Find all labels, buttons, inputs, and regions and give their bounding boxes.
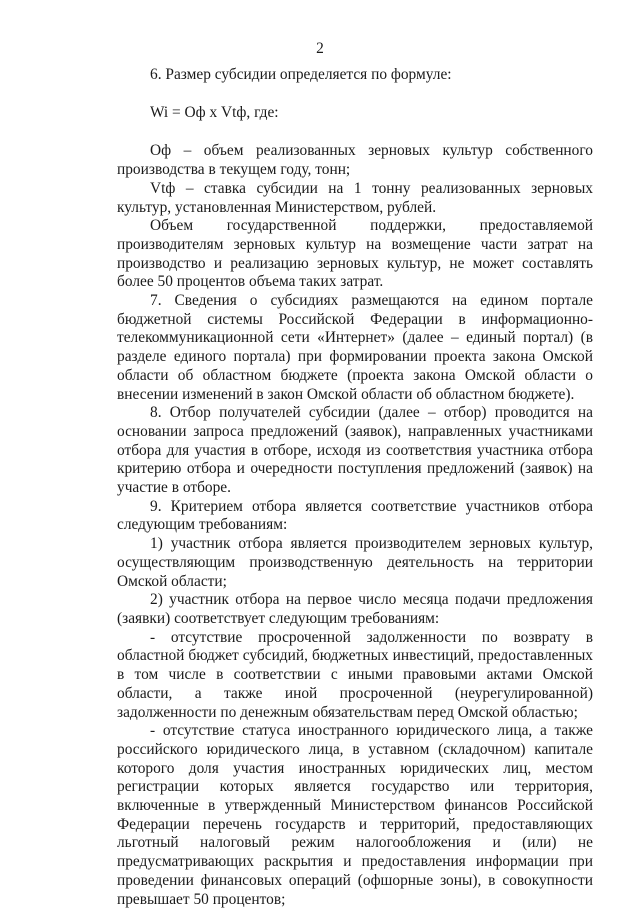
page-number: 2 xyxy=(316,40,324,57)
paragraph-item-8: 8. Отбор получателей субсидии (далее – отбор) проводится на основании запроса предложений (заявок), направленных участниками отбора для участия в отборе, исходя из соответствия участника отбора критерию отбора и очередности поступления предложений (заявок) на участие в отборе. xyxy=(117,404,593,497)
paragraph-support-limit: Объем государственной поддержки, предоставляемой производителям зерновых культур на возмещение части затрат на производство и реализацию зерновых культур, не может составлять более 50 процентов объема таких затрат. xyxy=(117,217,593,291)
paragraph-formula-intro: 6. Размер субсидии определяется по формуле: xyxy=(150,66,452,83)
document-body xyxy=(117,66,593,909)
paragraph-bullet-debt: - отсутствие просроченной задолженности по возврату в областной бюджет субсидий, бюджетных инвестиций, предоставленных в том числе в соответствии с иными правовыми актами Омской области, а также иной просроченной (неурегулированной) задолженности по денежным обязательствам перед Омской областью; xyxy=(117,628,593,721)
paragraph-item-9: 9. Критерием отбора является соответствие участников отбора следующим требованиям: xyxy=(117,497,593,534)
paragraph-subitem-2: 2) участник отбора на первое число месяца подачи предложения (заявки) соответствует следующим требованиям: xyxy=(117,591,593,627)
paragraph-formula: Wi = Оф х Vtф, где: xyxy=(150,103,279,121)
paragraph-item-7: 7. Сведения о субсидиях размещаются на едином портале бюджетной системы Российской Федерации в информационно-телекоммуникационной сети «Интернет» (далее – единый портал) (в разделе единого портала) при формировании проекта закона Омской области об областном бюджете (проекта закона Омской области о внесении изменений в закон Омской области об областном бюджете). xyxy=(117,292,593,403)
paragraph-definition-vtf: Vtф – ставка субсидии на 1 тонну реализованных зерновых культур, установленная Министерством, рублей. xyxy=(117,179,593,216)
paragraph-subitem-1: 1) участник отбора является производителем зерновых культур, осуществляющим производственную деятельность на территории Омской области; xyxy=(117,535,593,590)
paragraph-bullet-foreign: - отсутствие статуса иностранного юридического лица, а также российского юридического лица, в уставном (складочном) капитале которого доля участия иностранных юридических лиц, местом регистрации которых является государство или территория, включенные в утвержденный Министерством финансов Российской Федерации перечень государств и территорий, предоставляющих льготный налоговый режим налогообложения и (или) не предусматривающих раскрытия и предоставления информации при проведении финансовых операций (офшорные зоны), в совокупности превышает 50 процентов; xyxy=(117,722,593,908)
paragraph-definition-of: Оф – объем реализованных зерновых культур собственного производства в текущем году, тонн; xyxy=(117,142,593,179)
